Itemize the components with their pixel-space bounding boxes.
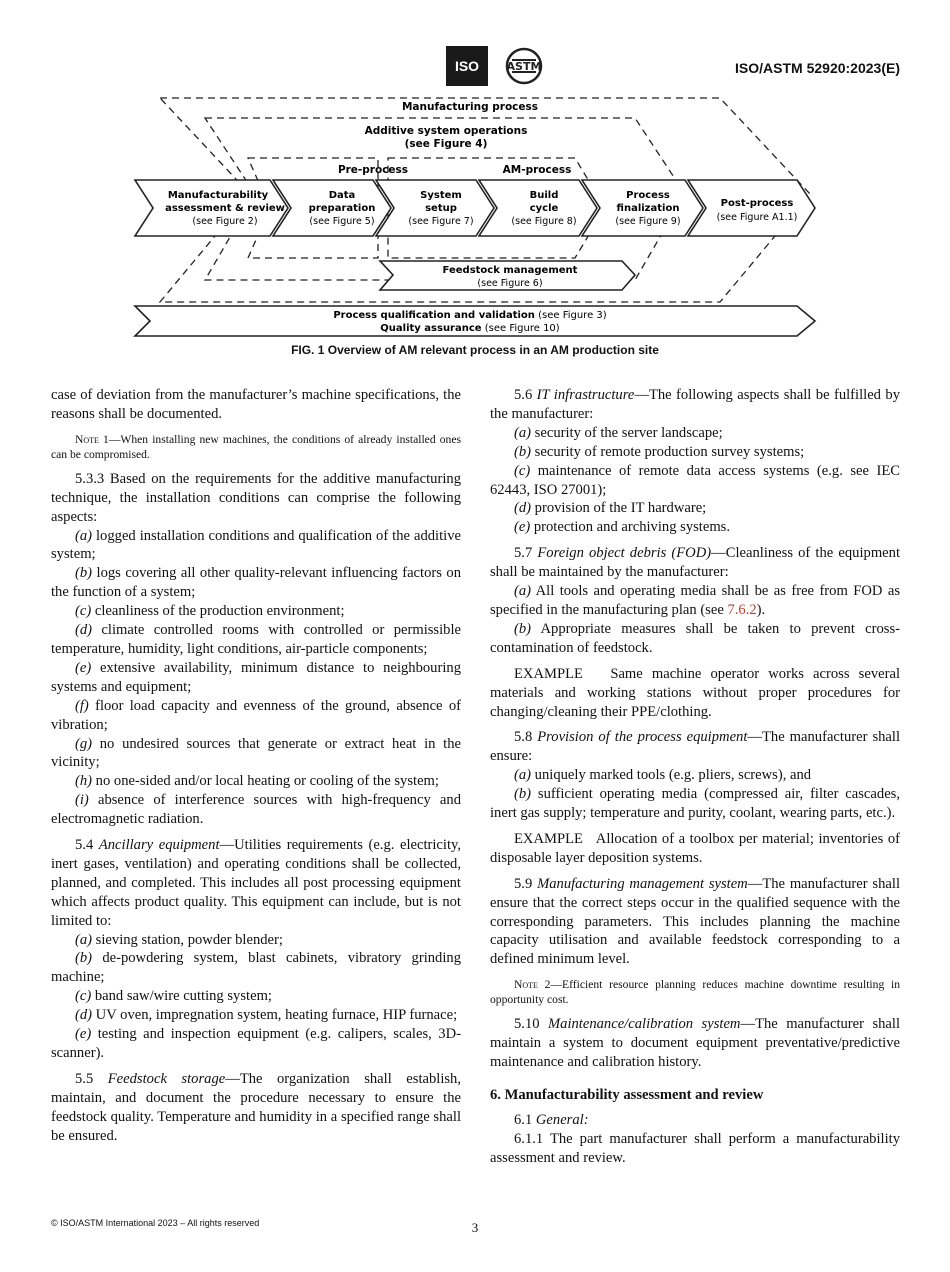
list-text: Appropriate measures shall be taken to prevent cross-contamination of feedstock. (490, 620, 900, 656)
note-2-text: —Efficient resource planning reduces machine downtime resulting in opportunity cost. (490, 978, 900, 1007)
section-5-6 (490, 386, 900, 424)
section-6-heading: 6. Manufacturability assessment and review (490, 1087, 764, 1103)
iso-logo-text: ISO (454, 58, 480, 74)
feedstock-ref: (see Figure 6) (477, 278, 543, 289)
list-text: uniquely marked tools (e.g. pliers, screws), and (531, 767, 812, 784)
list-item (490, 424, 900, 443)
list-item (490, 582, 900, 620)
list-text: All tools and operating media shall be as free from FOD as specified in the manufacturing plan (see (490, 583, 900, 618)
note-2-label: Note 2 (514, 978, 551, 992)
step-3-line-3: (see Figure 7) (408, 216, 474, 227)
list-key: (d) (75, 1007, 93, 1024)
list-item (51, 931, 461, 950)
section-title: General: (535, 1111, 589, 1128)
list-key: (a) (514, 424, 532, 441)
iso-logo (446, 46, 488, 86)
clause-7-6-2-link[interactable]: 7.6.2 (727, 601, 757, 618)
list-key: (a) (75, 931, 93, 948)
list-5-3-3 (51, 527, 461, 830)
list-item (51, 697, 461, 735)
page-number: 3 (471, 1220, 479, 1235)
section-text: —The organization shall establish, maintain, and document the procedure necessary to ensure the feedstock quality. Temperature and humidity in a specified range shall be ensured. (51, 1070, 462, 1144)
list-text: sieving station, powder blender; (92, 931, 283, 948)
list-item (490, 785, 900, 823)
list-text: cleanliness of the production environment; (91, 603, 345, 620)
section-title: Manufacturing management system (537, 875, 748, 892)
list-item (51, 1025, 461, 1063)
list-item (51, 791, 461, 829)
section-5-4 (51, 836, 461, 931)
section-text: —The manufacturer shall maintain a system to document equipment preventative/predictive maintenance and calibration history. (490, 1016, 901, 1071)
list-text: maintenance of remote data access systems (e.g. see IEC 62443, ISO 27001); (490, 462, 900, 498)
example-2: EXAMPLE Allocation of a toolbox per material; inventories of disposable layer deposition systems. (490, 830, 904, 866)
list-5-8 (490, 766, 900, 823)
step-1-line-1: Manufacturability (167, 190, 269, 201)
list-item (51, 949, 461, 987)
list-key: (a) (75, 527, 93, 544)
section-number: 5.6 (514, 387, 537, 403)
quality-line-2 (380, 323, 560, 334)
section-6-1-1: 6.1.1 The part manufacturer shall perform a manufacturability assessment and review. (490, 1130, 900, 1166)
section-5-7 (490, 544, 900, 582)
list-text: floor load capacity and evenness of the ground, absence of vibration; (51, 697, 461, 733)
list-item (490, 499, 900, 518)
paragraph-continuation: case of deviation from the manufacturer’s machine specifications, the reasons shall be documented. (51, 387, 461, 422)
section-title: Foreign object debris (FOD) (537, 545, 712, 562)
list-item (490, 518, 900, 537)
feedstock-label: Feedstock management (442, 265, 578, 276)
step-6-line-1: Post-process (720, 198, 794, 209)
list-text: sufficient operating media (compressed air, filter cascades, inert gas supply; temperature and purity, coolant, wearing parts, etc.). (490, 786, 900, 822)
qualification-ref: (see Figure 3) (534, 310, 607, 321)
list-key: (e) (514, 519, 531, 536)
astm-logo-text: ASTM (506, 60, 542, 73)
list-text: provision of the IT hardware; (531, 500, 707, 517)
quality-assurance-ref: (see Figure 10) (481, 323, 560, 334)
list-text: security of the server landscape; (531, 424, 723, 441)
section-number: 5.9 (514, 875, 538, 892)
list-text: testing and inspection equipment (e.g. calipers, scales, 3D-scanner). (51, 1026, 461, 1061)
quality-line-1 (333, 310, 606, 321)
section-number: 5.4 (75, 837, 99, 854)
section-5-10 (490, 1015, 900, 1072)
list-text: no one-sided and/or local heating or cooling of the system; (92, 773, 439, 790)
list-item (51, 621, 461, 659)
section-text: —The manufacturer shall ensure that the correct steps occur in the qualified sequence with the corresponding parameters. This includes planning the machine capacity utilisation and available feedstock corresponding to a defined minimum level. (490, 875, 900, 968)
list-item (51, 527, 461, 565)
list-key: (b) (514, 443, 532, 460)
list-key: (i) (75, 792, 89, 809)
list-item (51, 735, 461, 773)
list-key: (d) (514, 500, 532, 517)
step-2-line-2: preparation (308, 203, 376, 214)
step-4-line-1: Build (529, 190, 559, 201)
step-5-line-2: finalization (616, 203, 680, 214)
step-3-line-2: setup (425, 203, 457, 214)
section-6-1 (490, 1111, 900, 1130)
manufacturing-process-label: Manufacturing process (401, 101, 539, 113)
list-text: security of remote production survey systems; (531, 443, 805, 460)
section-title: Feedstock storage (107, 1070, 226, 1087)
list-text: protection and archiving systems. (530, 519, 731, 536)
list-key: (b) (514, 620, 532, 637)
list-key: (c) (514, 462, 531, 479)
list-key: (c) (75, 988, 92, 1005)
am-process-label: AM-process (502, 164, 572, 176)
section-title: IT infrastructure (536, 387, 635, 403)
list-key: (e) (75, 1026, 92, 1043)
note-2 (490, 977, 900, 1007)
list-item (490, 620, 900, 658)
list-item (490, 766, 900, 785)
list-key: (f) (75, 697, 89, 714)
section-text: —Utilities requirements (e.g. electricity, inert gases, ventilation) and operating conditions shall be collected, planned, and completed. This includes all post processing equipment which affects product quality. This equipment can include, but is not limited to: (51, 837, 462, 929)
list-key: (b) (75, 950, 93, 967)
list-key: (b) (514, 786, 532, 803)
figure-1-diagram (130, 92, 820, 342)
step-6-line-2: (see Figure A1.1) (716, 212, 798, 223)
list-text: extensive availability, minimum distance to neighbouring systems and equipment; (51, 659, 461, 695)
section-number: 5.10 (514, 1016, 548, 1033)
section-5-5 (51, 1070, 461, 1146)
left-column (51, 386, 461, 1146)
example-1: EXAMPLE Same machine operator works across several materials and working stations without proper procedures for changing/cleaning their PPE/clothing. (490, 665, 904, 720)
list-text: logs covering all other quality-relevant influencing factors on the function of a system; (51, 565, 461, 601)
section-text: —The following aspects shall be fulfilled by the manufacturer: (490, 387, 900, 422)
section-number: 5.8 (514, 729, 538, 746)
list-text: band saw/wire cutting system; (91, 988, 272, 1005)
list-item (51, 602, 461, 621)
logo-group (446, 46, 544, 86)
list-5-6 (490, 424, 900, 537)
section-text: —Cleanliness of the equipment shall be maintained by the manufacturer: (490, 545, 900, 581)
list-key: (c) (75, 603, 92, 620)
footer-copyright: © ISO/ASTM International 2023 – All rights reserved (51, 1218, 260, 1228)
right-column (490, 386, 904, 1168)
list-item (51, 564, 461, 602)
qualification-label: Process qualification and validation (333, 310, 535, 321)
pre-process-label: Pre-process (337, 164, 409, 176)
step-1-line-3: (see Figure 2) (192, 216, 258, 227)
step-1-line-2: assessment & review (165, 203, 285, 214)
list-text: logged installation conditions and qualification of the additive system; (51, 527, 461, 563)
section-title: Ancillary equipment (98, 837, 220, 854)
list-text: climate controlled rooms with controlled or permissible temperature, humidity, light conditions, air-particle components; (51, 622, 461, 657)
section-number: 6.1 (514, 1111, 536, 1128)
list-key: (h) (75, 773, 93, 790)
list-item (51, 1006, 461, 1025)
section-text: —The manufacturer shall ensure: (490, 729, 901, 765)
list-key: (b) (75, 565, 93, 582)
section-number: 5.7 (514, 545, 538, 562)
list-item (51, 659, 461, 697)
step-2-line-3: (see Figure 5) (309, 216, 375, 227)
section-title: Provision of the process equipment (537, 729, 748, 746)
quality-assurance-label: Quality assurance (380, 323, 482, 334)
list-text: no undesired sources that generate or extract heat in the vicinity; (51, 735, 461, 771)
step-5-line-3: (see Figure 9) (615, 216, 681, 227)
figure-caption: FIG. 1 Overview of AM relevant process in an AM production site (291, 343, 659, 357)
step-5-line-1: Process (626, 190, 670, 201)
section-title: Maintenance/calibration system (548, 1016, 741, 1033)
step-3-line-1: System (420, 190, 462, 201)
list-item (490, 443, 900, 462)
section-5-8 (490, 728, 900, 766)
list-text: UV oven, impregnation system, heating furnace, HIP furnace; (92, 1007, 458, 1024)
list-item (51, 987, 461, 1006)
list-key: (e) (75, 659, 92, 676)
list-key: (a) (514, 767, 532, 784)
document-id: ISO/ASTM 52920:2023(E) (735, 60, 900, 76)
list-item (51, 772, 461, 791)
astm-logo (504, 46, 544, 86)
step-4-line-3: (see Figure 8) (511, 216, 577, 227)
section-number: 5.5 (75, 1070, 108, 1087)
additive-operations-label: Additive system operations (364, 125, 528, 137)
section-5-9 (490, 875, 900, 970)
list-5-4 (51, 931, 461, 1063)
list-item (490, 462, 900, 500)
list-text-end: ). (756, 601, 766, 618)
note-1-text: —When installing new machines, the conditions of already installed ones can be compromised. (51, 432, 461, 461)
list-key: (a) (514, 583, 532, 600)
step-4-line-2: cycle (529, 203, 559, 214)
note-1 (51, 432, 461, 462)
note-1-label: Note 1 (75, 432, 109, 446)
list-text: de-powdering system, blast cabinets, vibratory grinding machine; (51, 950, 461, 986)
list-text: absence of interference sources with high-frequency and electromagnetic radiation. (51, 792, 461, 828)
step-2-line-1: Data (328, 190, 356, 201)
section-5-3-3: 5.3.3 Based on the requirements for the additive manufacturing technique, the installation conditions can comprise the following aspects: (51, 470, 461, 525)
additive-operations-ref: (see Figure 4) (404, 138, 488, 150)
list-key: (g) (75, 735, 93, 752)
list-key: (d) (75, 622, 93, 639)
